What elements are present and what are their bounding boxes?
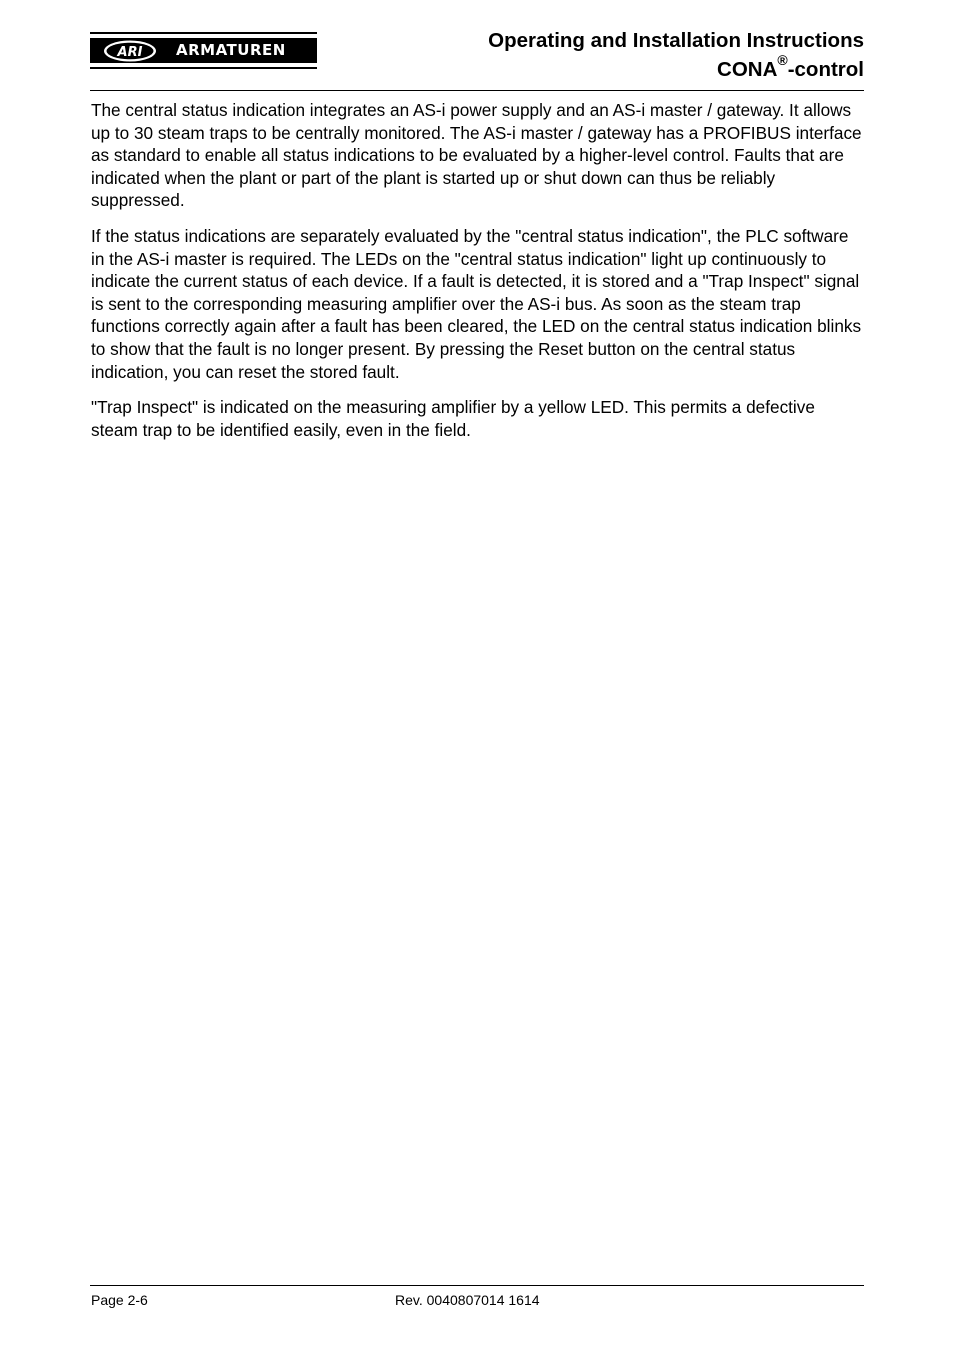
page-header: [90, 24, 864, 92]
ari-emblem-text: ARI: [117, 45, 143, 60]
registered-mark: ®: [777, 52, 788, 69]
paragraph-status-indication: The central status indication integrates an AS-i power supply and an AS-i master / gateway. It allows up to 30 steam traps to be centrally monitored. The AS-i master / gateway has a PROFIBUS interface as standard to enable all status indications to be evaluated by a higher-level control. Faults that are indicated when the plant or part of the plant is started up or shut down can thus be reliably suppressed.: [91, 100, 862, 211]
paragraph-plc-evaluation: If the status indications are separately evaluated by the "central status indication", the PLC software in the AS-i master is required. The LEDs on the "central status indication" light up continuously to indicate the current status of each device. If a fault is detected, it is stored and a "Trap Inspect" signal is sent to the corresponding measuring amplifier over the AS-i bus. As soon as the steam trap functions correctly again after a fault has been cleared, the LED on the central status indication blinks to show that the fault is no longer present. By pressing the Reset button on the central status indication, you can reset the stored fault.: [91, 225, 862, 382]
paragraph-trap-inspect: "Trap Inspect" is indicated on the measuring amplifier by a yellow LED. This permits a defective steam trap to be identified easily, even in the field.: [91, 397, 815, 440]
logo-wordmark: ARMATUREN: [176, 41, 286, 59]
title-product: CONA: [717, 58, 778, 81]
ari-emblem-icon: [102, 39, 158, 63]
logo-bottom-rule: [90, 67, 317, 69]
document-title: [488, 26, 864, 84]
title-suffix: -control: [787, 58, 864, 81]
header-divider: [90, 90, 864, 91]
title-line-1: Operating and Installation Instructions: [488, 29, 864, 52]
ari-armaturen-logo: [90, 32, 317, 69]
title-line-2: [488, 52, 864, 84]
logo-top-rule: [90, 32, 317, 34]
revision-number: Rev. 0040807014 1614: [395, 1292, 540, 1308]
logo-band: [90, 38, 317, 63]
page-number: Page 2-6: [91, 1292, 148, 1308]
footer-divider: [90, 1285, 864, 1286]
body-text: [91, 99, 866, 454]
